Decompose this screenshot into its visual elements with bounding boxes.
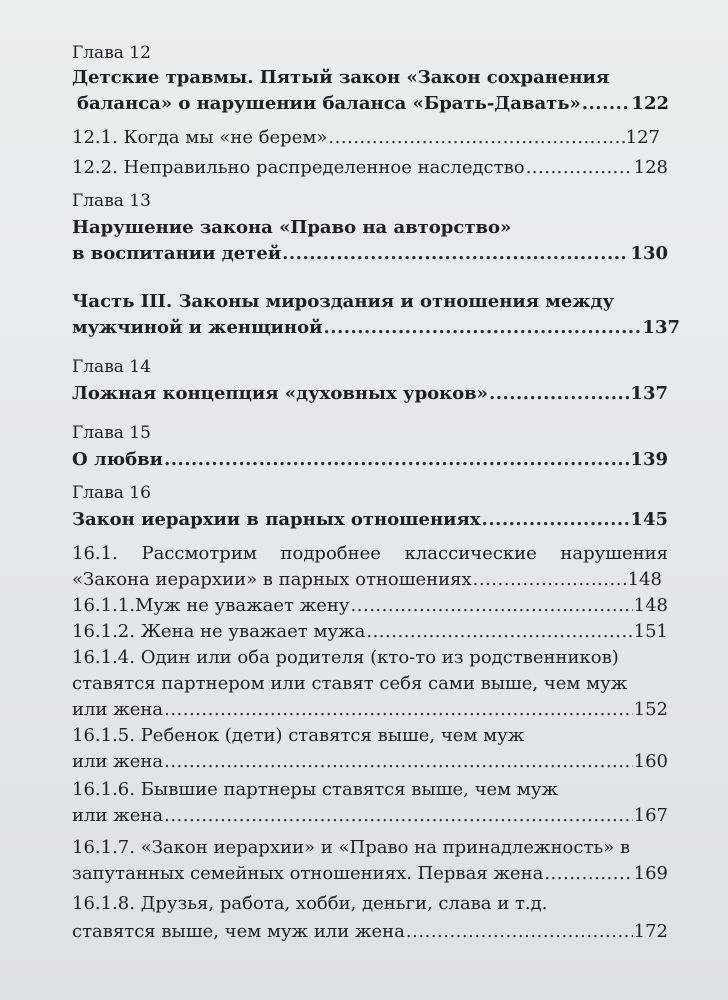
dot-leader — [282, 240, 629, 268]
entry-line-leader — [72, 860, 668, 888]
dot-leader — [328, 124, 624, 152]
page-number: 172 — [633, 921, 668, 942]
entry-line: О любви — [72, 449, 163, 470]
entry-line: ставятся партнером или ставят себя сами выше, чем муж — [72, 673, 628, 694]
entry-line: 16.1.4. Один или оба родителя (кто-то из родственников) — [72, 647, 619, 668]
entry-line-leader — [72, 240, 668, 268]
entry-line: 16.1.1.Муж не уважает жену — [72, 595, 350, 616]
entry-line-leader — [72, 592, 668, 620]
entry-line: 12.2. Неправильно распределенное наследство — [72, 157, 525, 178]
page-number: 130 — [630, 243, 668, 264]
entry-line: 16.1.5. Ребенок (дети) ставятся выше, чем муж — [72, 725, 525, 746]
page-number: 151 — [633, 621, 668, 642]
page-number: 137 — [630, 383, 668, 404]
entry-line: Детские травмы. Пятый закон «Закон сохранения — [72, 67, 610, 88]
entry-line: 16.1.2. Жена не уважает мужа — [72, 621, 366, 642]
entry-line: 16.1. Рассмотрим подробнее классические нарушения — [72, 543, 668, 564]
entry-line: Ложная концепция «духовных уроков» — [72, 383, 488, 404]
dot-leader — [482, 506, 630, 534]
entry-line: Закон иерархии в парных отношениях — [72, 509, 481, 530]
dot-leader — [164, 446, 629, 474]
page-number: 167 — [633, 805, 668, 826]
page-number: 160 — [633, 751, 668, 772]
entry-line: баланса» о нарушении баланса «Брать-Давать» — [77, 93, 581, 114]
entry-line: или жена — [72, 751, 164, 772]
page-number: 137 — [642, 317, 680, 338]
dot-leader — [526, 154, 633, 182]
chapter-label: Глава 15 — [72, 423, 151, 443]
chapter-label: Глава 14 — [72, 357, 151, 377]
entry-line: запутанных семейных отношениях. Первая жена — [72, 863, 544, 884]
page-number: 148 — [627, 569, 662, 590]
entry-line: Часть III. Законы мироздания и отношения между — [72, 291, 615, 312]
entry-line-leader — [72, 446, 668, 474]
dot-leader — [366, 618, 632, 646]
entry-line-leader — [72, 696, 668, 724]
entry-line: «Закона иерархии» в парных отношениях — [72, 569, 472, 590]
entry-line-leader — [72, 506, 668, 534]
page-number: 127 — [625, 127, 660, 148]
chapter-label: Глава 12 — [72, 43, 151, 63]
dot-leader — [406, 918, 633, 946]
chapter-label: Глава 13 — [72, 191, 151, 211]
entry-line-leader — [72, 618, 668, 646]
dot-leader — [351, 592, 633, 620]
entry-line: мужчиной и женщиной — [72, 317, 323, 338]
entry-line: в воспитании детей — [72, 243, 282, 264]
entry-line-leader — [72, 918, 668, 946]
page-number: 145 — [630, 509, 668, 530]
entry-line: 16.1.8. Друзья, работа, хобби, деньги, слава и т.д. — [72, 893, 548, 914]
entry-line-leader — [72, 566, 662, 594]
entry-line-leader — [72, 154, 668, 182]
entry-line: ставятся выше, чем муж или жена — [72, 921, 405, 942]
entry-line: 16.1.7. «Закон иерархии» и «Право на принадлежность» в — [72, 837, 631, 858]
entry-line: или жена — [72, 699, 164, 720]
entry-line-leader — [77, 90, 669, 118]
entry-line-leader — [72, 314, 680, 342]
chapter-label: Глава 16 — [72, 483, 151, 503]
entry-line: или жена — [72, 805, 164, 826]
entry-line: 16.1.6. Бывшие партнеры ставятся выше, чем муж — [72, 779, 559, 800]
entry-line: 12.1. Когда мы «не берем» — [72, 127, 328, 148]
page-number: 139 — [630, 449, 668, 470]
page-number: 169 — [633, 863, 668, 884]
entry-line: Нарушение закона «Право на авторство» — [72, 217, 512, 238]
entry-line-leader — [72, 124, 660, 152]
dot-leader — [164, 748, 633, 776]
dot-leader — [544, 860, 632, 888]
dot-leader — [164, 696, 633, 724]
entry-line-leader — [72, 748, 668, 776]
dot-leader — [473, 566, 627, 594]
entry-line-leader — [72, 802, 668, 830]
page-number: 122 — [631, 93, 669, 114]
entry-line-leader — [72, 380, 668, 408]
dot-leader — [489, 380, 629, 408]
page-number: 148 — [633, 595, 668, 616]
page-number: 128 — [633, 157, 668, 178]
dot-leader — [164, 802, 633, 830]
dot-leader — [582, 90, 631, 118]
page-number: 152 — [633, 699, 668, 720]
dot-leader — [323, 314, 641, 342]
